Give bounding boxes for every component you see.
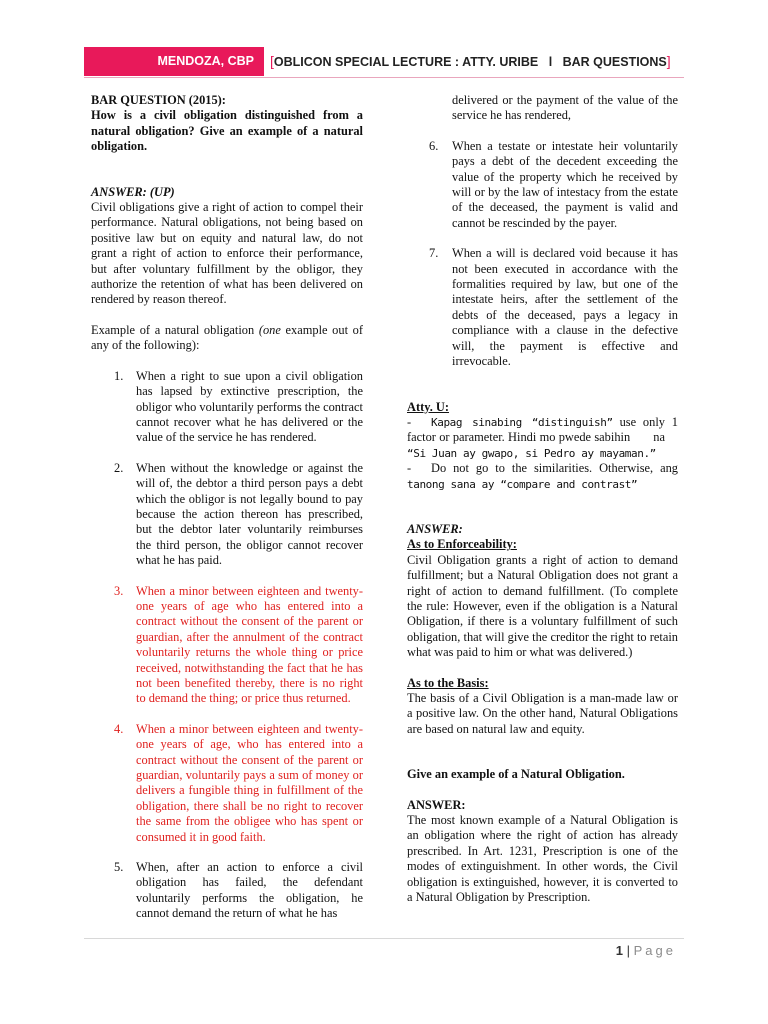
page-number: 1 <box>615 943 623 958</box>
header-section: BAR QUESTIONS <box>562 55 667 69</box>
list-item: 2. When without the knowledge or against the will of, the debtor a third person pays a debt which the obligor is not legally bound to pay because the action thereon has prescribed, but the debtor later voluntarily reimburses the third person, the obligor cannot recover what he has paid. <box>114 460 363 568</box>
list-item: 7. When a will is declared void because it has not been executed in accordance with the formalities required by law, but one of the intestate heirs, after the settlement of the debts of the deceased, pays a legacy in compliance with a clause in the defective will, the payment is effective and irrevocable. <box>429 246 678 369</box>
header-bracket-close: ] <box>666 53 671 69</box>
right-column <box>407 93 678 905</box>
example-intro: Example of a natural obligation (one example out of any of the following): <box>91 322 363 353</box>
header-rule <box>84 77 684 78</box>
footer-separator: | <box>626 943 630 958</box>
example-question: Give an example of a Natural Obligation. <box>407 767 625 782</box>
basis-heading: As to the Basis: <box>407 675 489 690</box>
header-author: MENDOZA, CBP <box>157 54 254 68</box>
answer-label-2: ANSWER: <box>407 521 463 536</box>
question-heading: BAR QUESTION (2015): <box>91 93 226 107</box>
left-column <box>91 93 363 922</box>
answer-label-3: ANSWER: <box>407 797 466 812</box>
question-text: How is a civil obligation distinguished from a natural obligation? Give an example of a natural obligation. <box>91 108 363 154</box>
natural-obligation-list-continued <box>407 93 678 370</box>
list-item: 1. When a right to sue upon a civil obligation has lapsed by extinctive prescription, the obligor who voluntarily performs the contract cannot recover what he has delivered or the value of the service he has rendered. <box>114 368 363 445</box>
atty-note-label: Atty. U: <box>407 399 449 414</box>
enforceability-text: Civil Obligation grants a right of action to demand fulfillment; but a Natural Obligation does not grant a right of action to demand fulfillment. (To complete the rule: However, even if the obligation is a Natural Obligation, if there is a voluntary fulfillment of such obligation, that will give the creditor the right to retain what was paid to him or what was delivered.) <box>407 552 678 660</box>
header-title <box>270 47 671 76</box>
header-course: OBLICON SPECIAL LECTURE : ATTY. URIBE <box>273 55 539 69</box>
header-separator: l <box>548 55 553 69</box>
answer-text: Civil obligations give a right of action to compel their performance. Natural obligations, not being based on positive law but on equity and natural law, do not grant a right of action to enforce their performance, but after voluntary fulfillment by the obligor, they authorize the retention of what has been delivered on rendered by reason thereof. <box>91 200 363 307</box>
list-item: 5. When, after an action to enforce a civil obligation has failed, the defendant voluntarily performs the obligation, he cannot demand the return of what he has <box>114 860 363 921</box>
answer-label: ANSWER: (UP) <box>91 184 175 199</box>
list-item: 6. When a testate or intestate heir voluntarily pays a debt of the decedent exceeding the value of the property which he received by will or by the law of intestacy from the estate of the deceased, the payment is valid and cannot be rescinded by the payer. <box>429 138 678 230</box>
page-word: Page <box>633 943 676 958</box>
list-item-highlighted: 3. When a minor between eighteen and twenty-one years of age who has entered into a contract without the consent of the parent or guardian, after the annulment of the contract voluntarily returns the whole thing or price received, notwithstanding the fact that he has not been benefited thereby, there is no right to demand the thing; or price thus returned. <box>114 583 363 706</box>
enforceability-heading: As to Enforceability: <box>407 537 517 552</box>
header-bracket-open: [ <box>270 53 274 69</box>
atty-note-2: - Do not go to the similarities. Otherwise, ang tanong sana ay “compare and contrast” <box>407 461 678 491</box>
list-item-highlighted: 4. When a minor between eighteen and twenty-one years of age, who has entered into a contract without the consent of the parent or guardian, voluntarily pays a sum of money or delivers a fungible thing in fulfillment of the obligation, there shall be no right to recover the same from the obligee who has spent or consumed it in good faith. <box>114 721 363 844</box>
footer-rule <box>84 938 684 939</box>
page-footer <box>616 943 676 958</box>
example-answer-text: The most known example of a Natural Obligation is an obligation where the right of action has already prescribed. In Art. 1231, Prescription is one of the modes of extinguishment. In other words, the Civil obligation is extinguished, however, it is converted to a Natural Obligation by Prescription. <box>407 813 678 905</box>
natural-obligation-list <box>91 369 363 922</box>
basis-text: The basis of a Civil Obligation is a man-made law or a positive law. On the other hand, Natural Obligations are based on natural law and equity. <box>407 691 678 736</box>
list-item-continuation: delivered or the payment of the value of the service he has rendered, <box>452 93 678 123</box>
atty-note-1: - Kapag sinabing “distinguish” use only 1 factor or parameter. Hindi mo pwede sabihin na “Si Juan ay gwapo, si Pedro ay mayaman.” <box>407 414 678 460</box>
